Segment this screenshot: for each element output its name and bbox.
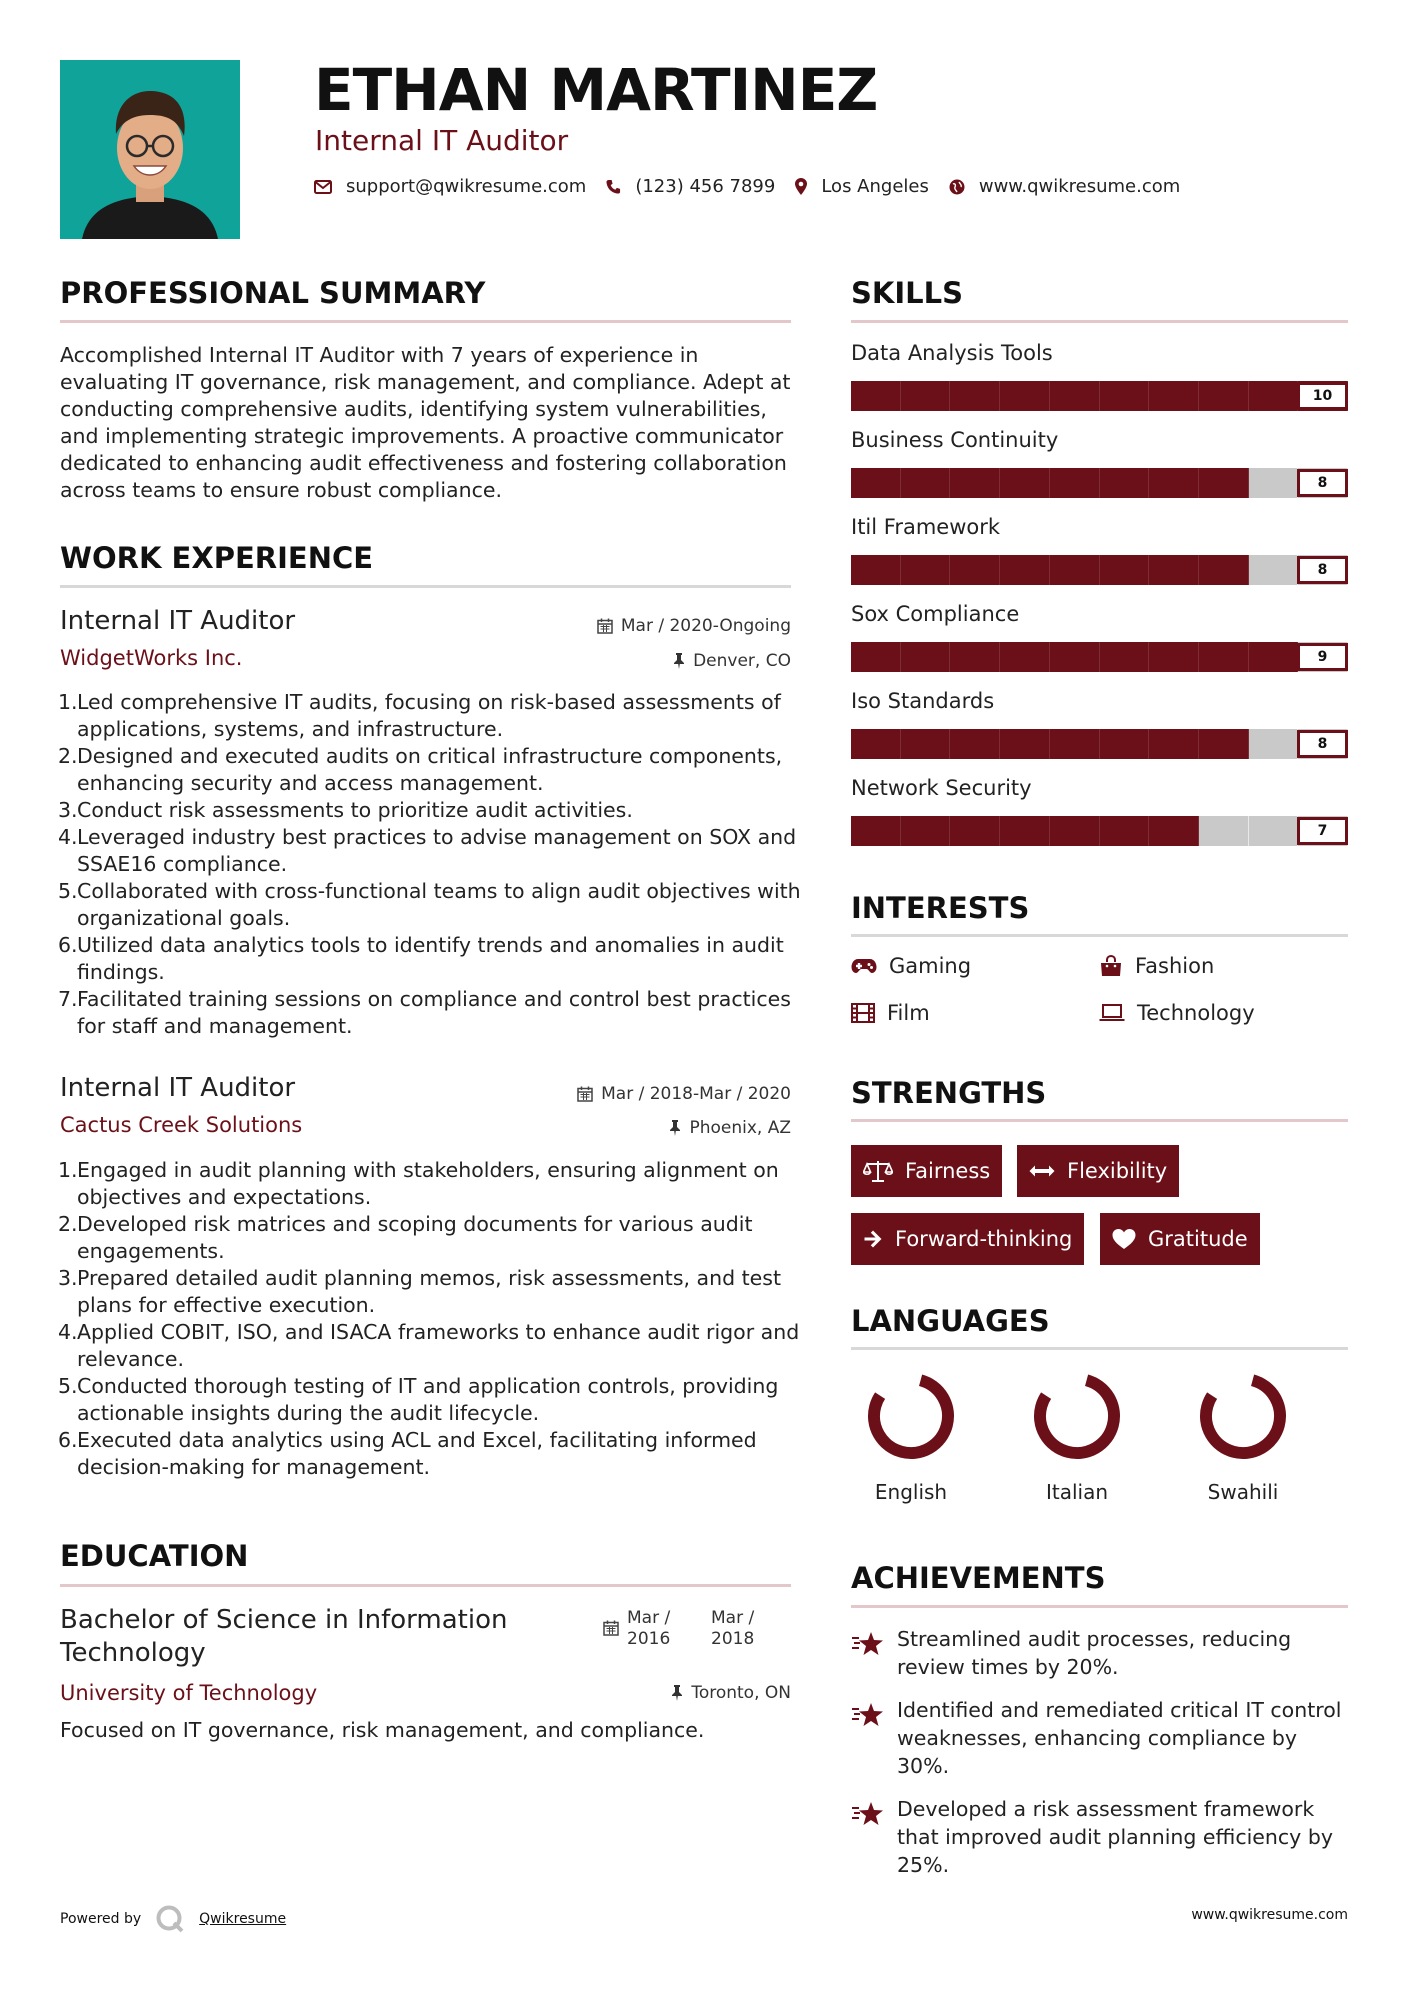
skill-bar — [851, 729, 1348, 759]
degree-title: Bachelor of Science in Information Technology — [60, 1605, 508, 1668]
language-item — [1017, 1366, 1137, 1504]
skill-bar-segment — [901, 381, 951, 411]
calendar-icon — [577, 1086, 593, 1102]
job-2-location-text: Phoenix, AZ — [689, 1118, 791, 1138]
email-text: support@qwikresume.com — [346, 176, 587, 197]
list-item: 3. Prepared detailed audit planning memos, risk assessments, and test plans for effective execution. — [58, 1266, 782, 1317]
skill-bar-segment — [1100, 468, 1150, 498]
job-2-duties — [58, 1157, 803, 1481]
skill-score: 7 — [1297, 817, 1348, 845]
skill-label: Data Analysis Tools — [851, 341, 1053, 365]
calendar-icon — [603, 1620, 619, 1636]
skill-bar-segment — [950, 555, 1000, 585]
interest-label: Technology — [1137, 1001, 1255, 1025]
skill-row — [851, 689, 1348, 776]
achievement-text: Streamlined audit processes, reducing review times by 20%. — [897, 1627, 1292, 1679]
achievements-heading: ACHIEVEMENTS — [851, 1561, 1106, 1595]
skill-bar — [851, 642, 1348, 672]
list-item: 2. Designed and executed audits on critical infrastructure components, enhancing security and access management. — [58, 744, 783, 795]
language-item — [1183, 1366, 1303, 1504]
education-location-text: Toronto, ON — [691, 1683, 791, 1703]
skill-bar-segment — [1000, 555, 1050, 585]
trophy-star-icon — [851, 1702, 885, 1728]
job-2-dates — [577, 1084, 791, 1104]
skill-bar-segment — [1199, 642, 1249, 672]
skill-bar-segment — [950, 729, 1000, 759]
job-1-location — [673, 651, 791, 671]
achievement-3 — [851, 1795, 1348, 1879]
skill-bar-segment — [1199, 816, 1249, 846]
skill-label: Network Security — [851, 776, 1032, 800]
skill-row — [851, 776, 1348, 863]
list-item: 1. Engaged in audit planning with stakeholders, ensuring alignment on objectives and expectations. — [58, 1158, 779, 1209]
strength-label: Flexibility — [1067, 1159, 1168, 1183]
job-1-dates — [597, 616, 791, 636]
skill-bar-segment — [851, 729, 901, 759]
contact-phone[interactable] — [606, 176, 775, 197]
skills-divider — [851, 320, 1348, 323]
arrows-horizontal-icon — [1029, 1164, 1055, 1178]
list-item: 5. Collaborated with cross-functional teams to align audit objectives with organizational goals. — [58, 879, 801, 930]
strength-label: Fairness — [905, 1159, 991, 1183]
strengths-divider — [851, 1119, 1348, 1122]
skill-score: 8 — [1297, 556, 1348, 584]
interest-fashion — [1099, 954, 1214, 978]
skill-bar-segment — [1149, 381, 1199, 411]
skill-bar-segment — [1000, 729, 1050, 759]
trophy-star-icon — [851, 1631, 885, 1657]
skill-bar-segment — [901, 729, 951, 759]
candidate-name: ETHAN MARTINEZ — [314, 56, 878, 124]
footer-powered — [60, 1904, 286, 1934]
skill-bar-segment — [1050, 642, 1100, 672]
phone-icon — [606, 179, 621, 194]
contact-row — [314, 176, 1200, 197]
pushpin-icon — [671, 1685, 683, 1701]
job-1-company: WidgetWorks Inc. — [60, 646, 243, 670]
skill-bar-segment — [851, 642, 901, 672]
skill-score: 9 — [1297, 643, 1348, 671]
skill-bar-segment — [1100, 816, 1150, 846]
skill-bar-segment — [1249, 468, 1299, 498]
skill-bar — [851, 816, 1348, 846]
skill-bar-segment — [851, 381, 901, 411]
language-label: English — [874, 1480, 948, 1504]
skills-list — [851, 341, 1348, 863]
strength-forward-thinking — [851, 1213, 1084, 1265]
job-1-duties — [58, 689, 803, 1040]
education-start: Mar / 2016 — [627, 1608, 671, 1649]
strength-fairness — [851, 1145, 1002, 1197]
skill-bar-segment — [1149, 729, 1199, 759]
achievement-text: Developed a risk assessment framework that improved audit planning efficiency by 25%. — [897, 1797, 1333, 1877]
interest-film — [851, 1001, 930, 1025]
language-level-arc — [1198, 1371, 1289, 1462]
interest-label: Film — [887, 1001, 930, 1025]
interest-label: Gaming — [889, 954, 972, 978]
skill-bar-segment — [1249, 555, 1299, 585]
skill-bar-segment — [1100, 729, 1150, 759]
location-text: Los Angeles — [821, 176, 929, 197]
skill-bar — [851, 555, 1348, 585]
skill-bar-segment — [901, 642, 951, 672]
profile-photo — [60, 60, 240, 239]
qwikresume-logo-icon — [155, 1904, 185, 1934]
strengths-heading: STRENGTHS — [851, 1076, 1047, 1110]
skill-bar-segment — [901, 468, 951, 498]
skill-bar-segment — [950, 381, 1000, 411]
skill-score: 10 — [1297, 382, 1348, 410]
footer-website[interactable]: www.qwikresume.com — [1191, 1907, 1348, 1923]
skill-bar-segment — [1199, 555, 1249, 585]
skill-bar-segment — [1050, 468, 1100, 498]
languages-list — [851, 1366, 1348, 1504]
language-ring — [861, 1366, 961, 1466]
skill-score: 8 — [1297, 730, 1348, 758]
summary-divider — [60, 320, 791, 323]
skill-row — [851, 428, 1348, 515]
language-level-arc — [1032, 1371, 1123, 1462]
skill-bar-segment — [950, 468, 1000, 498]
strength-flexibility — [1017, 1145, 1179, 1197]
skill-bar-segment — [1000, 381, 1050, 411]
interests-divider — [851, 934, 1348, 937]
skill-bar-segment — [851, 468, 901, 498]
education-location — [671, 1683, 791, 1703]
balance-scale-icon — [863, 1159, 893, 1183]
calendar-icon — [597, 618, 613, 634]
globe-icon — [949, 179, 965, 195]
pushpin-icon — [669, 1120, 681, 1136]
pushpin-icon — [673, 653, 685, 669]
strength-label: Gratitude — [1148, 1227, 1248, 1251]
language-item — [851, 1366, 971, 1504]
trophy-star-icon — [851, 1801, 885, 1827]
skill-bar — [851, 381, 1348, 411]
interest-label: Fashion — [1135, 954, 1215, 978]
skill-label: Iso Standards — [851, 689, 995, 713]
contact-email[interactable] — [314, 176, 586, 197]
skill-bar-segment — [1000, 642, 1050, 672]
skill-bar-segment — [950, 816, 1000, 846]
interests-heading: INTERESTS — [851, 891, 1030, 925]
achievement-2 — [851, 1696, 1348, 1780]
skill-bar-segment — [1100, 642, 1150, 672]
skill-bar-segment — [1100, 555, 1150, 585]
job-1-location-text: Denver, CO — [693, 651, 791, 671]
skill-bar-segment — [1100, 381, 1150, 411]
job-1-title: Internal IT Auditor — [60, 606, 296, 636]
skill-label: Business Continuity — [851, 428, 1059, 452]
skill-bar-segment — [1249, 729, 1299, 759]
achievement-text: Identified and remediated critical IT control weaknesses, enhancing compliance by 30%. — [897, 1698, 1342, 1778]
skill-bar-segment — [1050, 381, 1100, 411]
list-item: 2. Developed risk matrices and scoping documents for various audit engagements. — [58, 1212, 753, 1263]
gamepad-icon — [851, 958, 877, 974]
film-icon — [851, 1003, 875, 1023]
skill-bar-segment — [1149, 468, 1199, 498]
skills-heading: SKILLS — [851, 276, 963, 310]
interest-gaming — [851, 954, 971, 978]
skill-bar — [851, 468, 1348, 498]
education-heading: EDUCATION — [60, 1539, 249, 1573]
achievements-divider — [851, 1605, 1348, 1608]
education-divider — [60, 1584, 791, 1587]
education-dates — [603, 1608, 769, 1650]
skill-bar-segment — [1199, 729, 1249, 759]
job-1-dates-text: Mar / 2020-Ongoing — [620, 616, 791, 636]
list-item: 3. Conduct risk assessments to prioritize audit activities. — [58, 798, 633, 822]
skill-row — [851, 602, 1348, 689]
languages-divider — [851, 1347, 1348, 1350]
job-2-company: Cactus Creek Solutions — [60, 1113, 303, 1137]
skill-bar-segment — [1149, 816, 1199, 846]
arrow-right-icon — [863, 1229, 883, 1249]
school-name: University of Technology — [60, 1681, 318, 1705]
avatar — [60, 60, 240, 239]
skill-score: 8 — [1297, 469, 1348, 497]
list-item: 4. Leveraged industry best practices to advise management on SOX and SSAE16 compliance. — [58, 825, 797, 876]
language-ring — [1027, 1366, 1127, 1466]
skill-row — [851, 515, 1348, 602]
strength-gratitude — [1100, 1213, 1260, 1265]
laptop-icon — [1099, 1004, 1125, 1022]
language-label: Swahili — [1207, 1480, 1279, 1504]
powered-by-text: Powered by — [60, 1911, 142, 1927]
languages-heading: LANGUAGES — [851, 1304, 1050, 1338]
summary-text: Accomplished Internal IT Auditor with 7 years of experience in evaluating IT governance, risk management, and compliance. Adept at conducting comprehensive audits, identifying system vulnerabilities, and implementing strategic improvements. A proactive communicator dedicated to enhancing audit effectiveness and fostering collaboration across teams to ensure robust compliance. — [60, 343, 791, 502]
skill-bar-segment — [1050, 729, 1100, 759]
skill-bar-segment — [1249, 816, 1299, 846]
skill-bar-segment — [1149, 555, 1199, 585]
shopping-bag-icon — [1099, 955, 1123, 977]
job-2-dates-text: Mar / 2018-Mar / 2020 — [601, 1084, 791, 1104]
summary-heading: PROFESSIONAL SUMMARY — [60, 276, 486, 310]
skill-label: Itil Framework — [851, 515, 1001, 539]
skill-bar-segment — [1050, 816, 1100, 846]
experience-divider — [60, 585, 791, 588]
language-ring — [1193, 1366, 1293, 1466]
heart-icon — [1112, 1228, 1136, 1250]
list-item: 6. Utilized data analytics tools to identify trends and anomalies in audit findings. — [58, 933, 784, 984]
skill-bar-segment — [851, 555, 901, 585]
experience-heading: WORK EXPERIENCE — [60, 541, 374, 575]
skill-bar-segment — [1249, 642, 1299, 672]
skill-bar-segment — [901, 816, 951, 846]
list-item: 6. Executed data analytics using ACL and Excel, facilitating informed decision-making for management. — [58, 1428, 757, 1479]
phone-text: (123) 456 7899 — [635, 176, 776, 197]
achievement-1 — [851, 1625, 1348, 1681]
qwikresume-link[interactable]: Qwikresume — [199, 1911, 287, 1927]
skill-bar-segment — [1000, 816, 1050, 846]
skill-bar-segment — [1050, 555, 1100, 585]
interest-technology — [1099, 1001, 1255, 1025]
language-label: Italian — [1045, 1480, 1109, 1504]
skill-bar-segment — [1249, 381, 1299, 411]
education-end: Mar / 2018 — [711, 1608, 755, 1649]
skill-bar-segment — [950, 642, 1000, 672]
list-item: 4. Applied COBIT, ISO, and ISACA frameworks to enhance audit rigor and relevance. — [58, 1320, 800, 1371]
education-description: Focused on IT governance, risk management, and compliance. — [60, 1718, 705, 1742]
skill-label: Sox Compliance — [851, 602, 1020, 626]
contact-location — [795, 176, 929, 197]
skill-bar-segment — [1149, 642, 1199, 672]
job-2-title: Internal IT Auditor — [60, 1073, 296, 1103]
strength-label: Forward-thinking — [895, 1227, 1073, 1251]
language-level-arc — [866, 1371, 957, 1462]
contact-website[interactable] — [949, 176, 1180, 197]
skill-bar-segment — [1199, 468, 1249, 498]
skill-bar-segment — [901, 555, 951, 585]
list-item: 7. Facilitated training sessions on compliance and control best practices for staff and management. — [58, 987, 791, 1038]
job-2-location — [669, 1118, 791, 1138]
skill-bar-segment — [851, 816, 901, 846]
candidate-title: Internal IT Auditor — [315, 124, 569, 157]
website-text: www.qwikresume.com — [978, 176, 1181, 197]
list-item: 1. Led comprehensive IT audits, focusing on risk-based assessments of applications, systems, and infrastructure. — [58, 690, 781, 741]
envelope-icon — [314, 180, 332, 194]
map-marker-icon — [795, 178, 807, 195]
skill-bar-segment — [1199, 381, 1249, 411]
list-item: 5. Conducted thorough testing of IT and application controls, providing actionable insights during the audit lifecycle. — [58, 1374, 779, 1425]
skill-row — [851, 341, 1348, 428]
skill-bar-segment — [1000, 468, 1050, 498]
